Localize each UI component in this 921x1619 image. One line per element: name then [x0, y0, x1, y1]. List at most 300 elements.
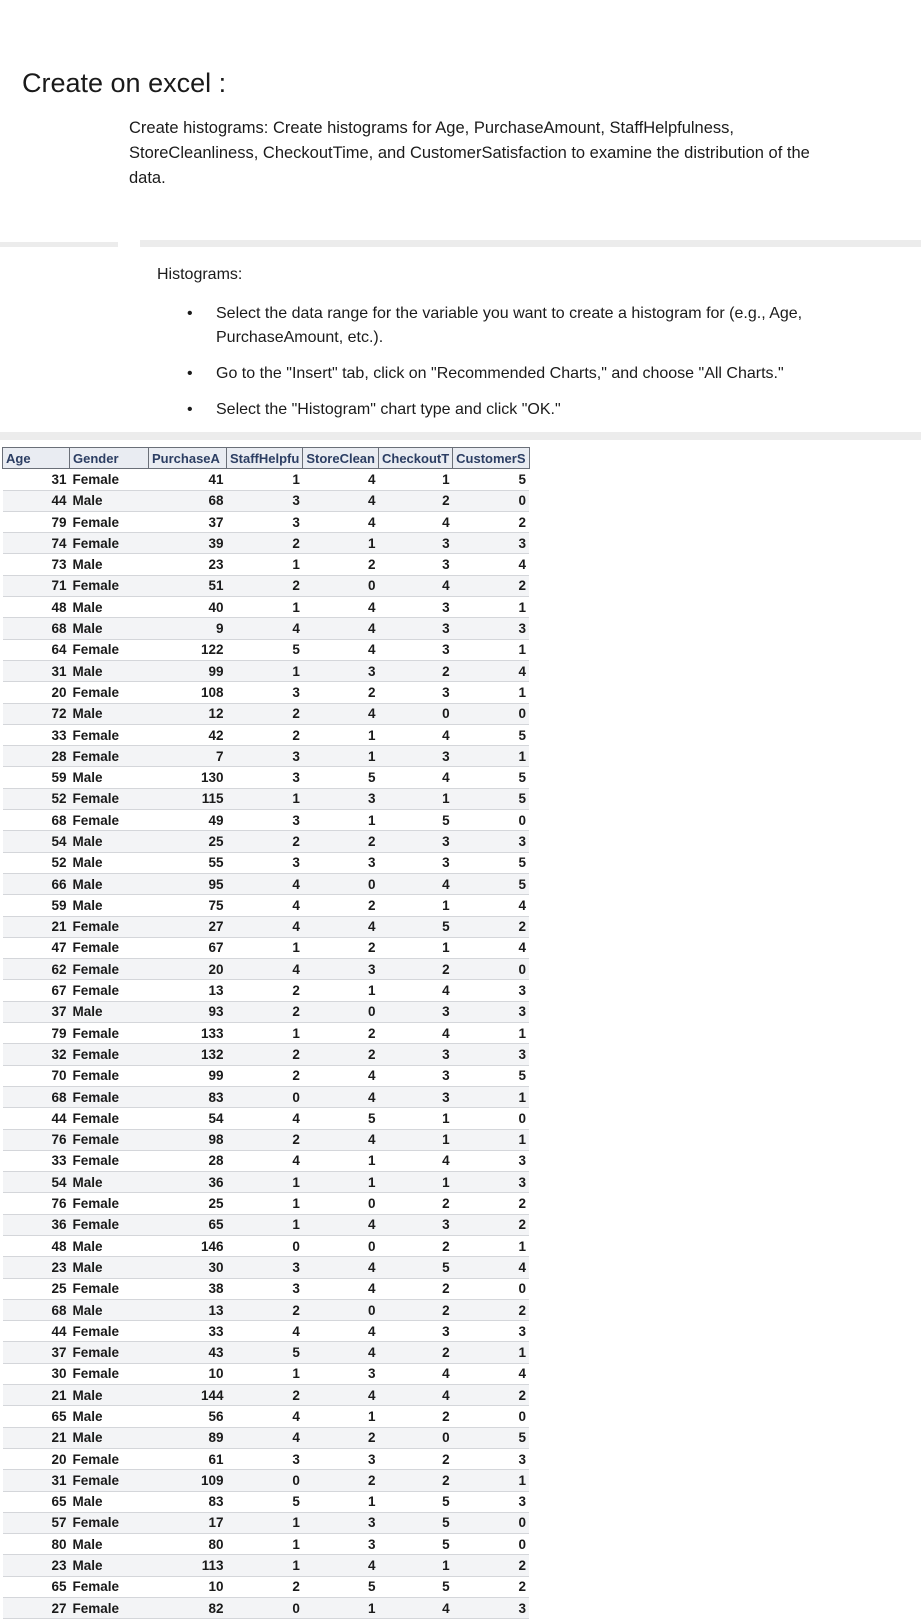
staff-helpfulness-cell[interactable]: 2 [227, 1299, 303, 1320]
store-cleanliness-cell[interactable]: 4 [303, 1321, 379, 1342]
checkout-time-cell[interactable]: 1 [378, 1129, 452, 1150]
gender-cell[interactable]: Male [70, 1406, 149, 1427]
staff-helpfulness-cell[interactable]: 0 [227, 1470, 303, 1491]
customer-satisfaction-cell[interactable]: 0 [453, 703, 529, 724]
checkout-time-cell[interactable]: 2 [378, 1278, 452, 1299]
age-cell[interactable]: 68 [3, 1086, 70, 1107]
purchase-amount-cell[interactable]: 40 [149, 597, 227, 618]
age-cell[interactable]: 70 [3, 1065, 70, 1086]
age-cell[interactable]: 54 [3, 1172, 70, 1193]
purchase-amount-cell[interactable]: 82 [149, 1598, 227, 1619]
staff-helpfulness-cell[interactable]: 1 [227, 1023, 303, 1044]
checkout-time-cell[interactable]: 3 [378, 639, 452, 660]
age-cell[interactable]: 59 [3, 895, 70, 916]
gender-cell[interactable]: Female [70, 980, 149, 1001]
store-cleanliness-cell[interactable]: 4 [303, 1065, 379, 1086]
staff-helpfulness-cell[interactable]: 2 [227, 1129, 303, 1150]
gender-cell[interactable]: Female [70, 724, 149, 745]
store-cleanliness-cell[interactable]: 4 [303, 597, 379, 618]
age-cell[interactable]: 31 [3, 1470, 70, 1491]
store-cleanliness-cell[interactable]: 4 [303, 1555, 379, 1576]
staff-helpfulness-cell[interactable]: 4 [227, 916, 303, 937]
staff-helpfulness-cell[interactable]: 4 [227, 1427, 303, 1448]
purchase-amount-cell[interactable]: 25 [149, 1193, 227, 1214]
customer-satisfaction-cell[interactable]: 1 [453, 1235, 529, 1256]
gender-cell[interactable]: Male [70, 1257, 149, 1278]
purchase-amount-cell[interactable]: 17 [149, 1512, 227, 1533]
age-cell[interactable]: 68 [3, 810, 70, 831]
store-cleanliness-cell[interactable]: 1 [303, 980, 379, 1001]
staff-helpfulness-cell[interactable]: 4 [227, 618, 303, 639]
purchase-amount-cell[interactable]: 115 [149, 788, 227, 809]
customer-satisfaction-cell[interactable]: 0 [453, 490, 529, 511]
column-header-store-cleanliness[interactable]: StoreClean [303, 448, 379, 469]
staff-helpfulness-cell[interactable]: 5 [227, 639, 303, 660]
purchase-amount-cell[interactable]: 43 [149, 1342, 227, 1363]
purchase-amount-cell[interactable]: 65 [149, 1214, 227, 1235]
store-cleanliness-cell[interactable]: 1 [303, 533, 379, 554]
store-cleanliness-cell[interactable]: 5 [303, 1576, 379, 1597]
staff-helpfulness-cell[interactable]: 3 [227, 767, 303, 788]
checkout-time-cell[interactable]: 4 [378, 724, 452, 745]
store-cleanliness-cell[interactable]: 4 [303, 490, 379, 511]
gender-cell[interactable]: Female [70, 1108, 149, 1129]
checkout-time-cell[interactable]: 4 [378, 575, 452, 596]
age-cell[interactable]: 44 [3, 1108, 70, 1129]
store-cleanliness-cell[interactable]: 2 [303, 937, 379, 958]
customer-satisfaction-cell[interactable]: 1 [453, 682, 529, 703]
gender-cell[interactable]: Female [70, 575, 149, 596]
age-cell[interactable]: 27 [3, 1598, 70, 1619]
store-cleanliness-cell[interactable]: 0 [303, 1001, 379, 1022]
store-cleanliness-cell[interactable]: 3 [303, 1448, 379, 1469]
customer-satisfaction-cell[interactable]: 2 [453, 1214, 529, 1235]
purchase-amount-cell[interactable]: 98 [149, 1129, 227, 1150]
customer-satisfaction-cell[interactable]: 0 [453, 959, 529, 980]
purchase-amount-cell[interactable]: 68 [149, 490, 227, 511]
customer-satisfaction-cell[interactable]: 2 [453, 1193, 529, 1214]
checkout-time-cell[interactable]: 4 [378, 873, 452, 894]
gender-cell[interactable]: Female [70, 1576, 149, 1597]
customer-satisfaction-cell[interactable]: 5 [453, 788, 529, 809]
store-cleanliness-cell[interactable]: 5 [303, 1108, 379, 1129]
gender-cell[interactable]: Male [70, 1385, 149, 1406]
age-cell[interactable]: 36 [3, 1214, 70, 1235]
gender-cell[interactable]: Female [70, 1023, 149, 1044]
age-cell[interactable]: 52 [3, 852, 70, 873]
checkout-time-cell[interactable]: 2 [378, 660, 452, 681]
age-cell[interactable]: 52 [3, 788, 70, 809]
store-cleanliness-cell[interactable]: 3 [303, 959, 379, 980]
store-cleanliness-cell[interactable]: 3 [303, 1363, 379, 1384]
customer-satisfaction-cell[interactable]: 3 [453, 1448, 529, 1469]
age-cell[interactable]: 73 [3, 554, 70, 575]
store-cleanliness-cell[interactable]: 3 [303, 660, 379, 681]
age-cell[interactable]: 21 [3, 916, 70, 937]
purchase-amount-cell[interactable]: 133 [149, 1023, 227, 1044]
gender-cell[interactable]: Female [70, 788, 149, 809]
checkout-time-cell[interactable]: 3 [378, 746, 452, 767]
purchase-amount-cell[interactable]: 99 [149, 1065, 227, 1086]
customer-satisfaction-cell[interactable]: 1 [453, 1470, 529, 1491]
age-cell[interactable]: 54 [3, 831, 70, 852]
store-cleanliness-cell[interactable]: 2 [303, 895, 379, 916]
age-cell[interactable]: 20 [3, 1448, 70, 1469]
checkout-time-cell[interactable]: 2 [378, 959, 452, 980]
customer-satisfaction-cell[interactable]: 1 [453, 1086, 529, 1107]
store-cleanliness-cell[interactable]: 2 [303, 1044, 379, 1065]
checkout-time-cell[interactable]: 4 [378, 1385, 452, 1406]
age-cell[interactable]: 21 [3, 1385, 70, 1406]
gender-cell[interactable]: Female [70, 511, 149, 532]
customer-satisfaction-cell[interactable]: 3 [453, 1598, 529, 1619]
purchase-amount-cell[interactable]: 39 [149, 533, 227, 554]
age-cell[interactable]: 30 [3, 1363, 70, 1384]
customer-satisfaction-cell[interactable]: 3 [453, 980, 529, 1001]
staff-helpfulness-cell[interactable]: 3 [227, 852, 303, 873]
age-cell[interactable]: 21 [3, 1427, 70, 1448]
staff-helpfulness-cell[interactable]: 2 [227, 1065, 303, 1086]
checkout-time-cell[interactable]: 2 [378, 1193, 452, 1214]
store-cleanliness-cell[interactable]: 0 [303, 575, 379, 596]
gender-cell[interactable]: Female [70, 1342, 149, 1363]
staff-helpfulness-cell[interactable]: 4 [227, 1321, 303, 1342]
staff-helpfulness-cell[interactable]: 1 [227, 788, 303, 809]
gender-cell[interactable]: Female [70, 916, 149, 937]
age-cell[interactable]: 37 [3, 1001, 70, 1022]
gender-cell[interactable]: Female [70, 1448, 149, 1469]
customer-satisfaction-cell[interactable]: 0 [453, 1406, 529, 1427]
purchase-amount-cell[interactable]: 83 [149, 1491, 227, 1512]
purchase-amount-cell[interactable]: 67 [149, 937, 227, 958]
gender-cell[interactable]: Female [70, 1598, 149, 1619]
store-cleanliness-cell[interactable]: 4 [303, 618, 379, 639]
age-cell[interactable]: 33 [3, 724, 70, 745]
customer-satisfaction-cell[interactable]: 0 [453, 1108, 529, 1129]
checkout-time-cell[interactable]: 1 [378, 788, 452, 809]
age-cell[interactable]: 74 [3, 533, 70, 554]
checkout-time-cell[interactable]: 1 [378, 937, 452, 958]
gender-cell[interactable]: Female [70, 1044, 149, 1065]
store-cleanliness-cell[interactable]: 4 [303, 511, 379, 532]
staff-helpfulness-cell[interactable]: 3 [227, 1278, 303, 1299]
purchase-amount-cell[interactable]: 49 [149, 810, 227, 831]
gender-cell[interactable]: Male [70, 1235, 149, 1256]
store-cleanliness-cell[interactable]: 0 [303, 1193, 379, 1214]
customer-satisfaction-cell[interactable]: 1 [453, 1023, 529, 1044]
store-cleanliness-cell[interactable]: 4 [303, 1385, 379, 1406]
purchase-amount-cell[interactable]: 144 [149, 1385, 227, 1406]
checkout-time-cell[interactable]: 3 [378, 852, 452, 873]
purchase-amount-cell[interactable]: 33 [149, 1321, 227, 1342]
checkout-time-cell[interactable]: 4 [378, 1150, 452, 1171]
gender-cell[interactable]: Male [70, 1491, 149, 1512]
staff-helpfulness-cell[interactable]: 2 [227, 533, 303, 554]
purchase-amount-cell[interactable]: 130 [149, 767, 227, 788]
store-cleanliness-cell[interactable]: 3 [303, 1534, 379, 1555]
staff-helpfulness-cell[interactable]: 1 [227, 937, 303, 958]
age-cell[interactable]: 33 [3, 1150, 70, 1171]
customer-satisfaction-cell[interactable]: 2 [453, 1555, 529, 1576]
staff-helpfulness-cell[interactable]: 1 [227, 554, 303, 575]
age-cell[interactable]: 57 [3, 1512, 70, 1533]
column-header-gender[interactable]: Gender [70, 448, 149, 469]
customer-satisfaction-cell[interactable]: 3 [453, 1321, 529, 1342]
age-cell[interactable]: 62 [3, 959, 70, 980]
staff-helpfulness-cell[interactable]: 2 [227, 1576, 303, 1597]
staff-helpfulness-cell[interactable]: 5 [227, 1491, 303, 1512]
customer-satisfaction-cell[interactable]: 2 [453, 1576, 529, 1597]
purchase-amount-cell[interactable]: 83 [149, 1086, 227, 1107]
staff-helpfulness-cell[interactable]: 1 [227, 1214, 303, 1235]
customer-satisfaction-cell[interactable]: 3 [453, 1491, 529, 1512]
gender-cell[interactable]: Male [70, 554, 149, 575]
gender-cell[interactable]: Male [70, 1555, 149, 1576]
checkout-time-cell[interactable]: 3 [378, 597, 452, 618]
staff-helpfulness-cell[interactable]: 4 [227, 873, 303, 894]
gender-cell[interactable]: Female [70, 469, 149, 490]
gender-cell[interactable]: Male [70, 1172, 149, 1193]
checkout-time-cell[interactable]: 0 [378, 1427, 452, 1448]
gender-cell[interactable]: Male [70, 1001, 149, 1022]
age-cell[interactable]: 71 [3, 575, 70, 596]
gender-cell[interactable]: Male [70, 873, 149, 894]
purchase-amount-cell[interactable]: 61 [149, 1448, 227, 1469]
purchase-amount-cell[interactable]: 75 [149, 895, 227, 916]
checkout-time-cell[interactable]: 2 [378, 1342, 452, 1363]
gender-cell[interactable]: Male [70, 618, 149, 639]
gender-cell[interactable]: Female [70, 639, 149, 660]
purchase-amount-cell[interactable]: 38 [149, 1278, 227, 1299]
customer-satisfaction-cell[interactable]: 4 [453, 1363, 529, 1384]
staff-helpfulness-cell[interactable]: 2 [227, 1385, 303, 1406]
gender-cell[interactable]: Female [70, 1193, 149, 1214]
gender-cell[interactable]: Female [70, 1321, 149, 1342]
staff-helpfulness-cell[interactable]: 1 [227, 1363, 303, 1384]
store-cleanliness-cell[interactable]: 4 [303, 1214, 379, 1235]
customer-satisfaction-cell[interactable]: 2 [453, 1385, 529, 1406]
customer-satisfaction-cell[interactable]: 3 [453, 1044, 529, 1065]
gender-cell[interactable]: Female [70, 1065, 149, 1086]
purchase-amount-cell[interactable]: 12 [149, 703, 227, 724]
store-cleanliness-cell[interactable]: 2 [303, 554, 379, 575]
store-cleanliness-cell[interactable]: 1 [303, 1491, 379, 1512]
purchase-amount-cell[interactable]: 108 [149, 682, 227, 703]
age-cell[interactable]: 31 [3, 660, 70, 681]
purchase-amount-cell[interactable]: 89 [149, 1427, 227, 1448]
customer-satisfaction-cell[interactable]: 5 [453, 1065, 529, 1086]
purchase-amount-cell[interactable]: 37 [149, 511, 227, 532]
age-cell[interactable]: 68 [3, 618, 70, 639]
age-cell[interactable]: 66 [3, 873, 70, 894]
customer-satisfaction-cell[interactable]: 5 [453, 469, 529, 490]
staff-helpfulness-cell[interactable]: 3 [227, 490, 303, 511]
purchase-amount-cell[interactable]: 51 [149, 575, 227, 596]
purchase-amount-cell[interactable]: 23 [149, 554, 227, 575]
staff-helpfulness-cell[interactable]: 2 [227, 831, 303, 852]
age-cell[interactable]: 76 [3, 1129, 70, 1150]
store-cleanliness-cell[interactable]: 1 [303, 1150, 379, 1171]
customer-satisfaction-cell[interactable]: 5 [453, 1427, 529, 1448]
checkout-time-cell[interactable]: 5 [378, 1576, 452, 1597]
store-cleanliness-cell[interactable]: 4 [303, 703, 379, 724]
purchase-amount-cell[interactable]: 25 [149, 831, 227, 852]
checkout-time-cell[interactable]: 3 [378, 554, 452, 575]
checkout-time-cell[interactable]: 5 [378, 916, 452, 937]
checkout-time-cell[interactable]: 3 [378, 1086, 452, 1107]
purchase-amount-cell[interactable]: 7 [149, 746, 227, 767]
purchase-amount-cell[interactable]: 10 [149, 1363, 227, 1384]
purchase-amount-cell[interactable]: 122 [149, 639, 227, 660]
store-cleanliness-cell[interactable]: 2 [303, 682, 379, 703]
staff-helpfulness-cell[interactable]: 1 [227, 597, 303, 618]
checkout-time-cell[interactable]: 4 [378, 511, 452, 532]
staff-helpfulness-cell[interactable]: 4 [227, 1108, 303, 1129]
purchase-amount-cell[interactable]: 36 [149, 1172, 227, 1193]
customer-satisfaction-cell[interactable]: 2 [453, 575, 529, 596]
age-cell[interactable]: 68 [3, 1299, 70, 1320]
age-cell[interactable]: 65 [3, 1576, 70, 1597]
customer-satisfaction-cell[interactable]: 1 [453, 597, 529, 618]
age-cell[interactable]: 65 [3, 1491, 70, 1512]
customer-satisfaction-cell[interactable]: 0 [453, 1512, 529, 1533]
store-cleanliness-cell[interactable]: 3 [303, 788, 379, 809]
staff-helpfulness-cell[interactable]: 3 [227, 682, 303, 703]
purchase-amount-cell[interactable]: 13 [149, 1299, 227, 1320]
checkout-time-cell[interactable]: 4 [378, 1363, 452, 1384]
age-cell[interactable]: 44 [3, 1321, 70, 1342]
gender-cell[interactable]: Female [70, 937, 149, 958]
staff-helpfulness-cell[interactable]: 3 [227, 746, 303, 767]
staff-helpfulness-cell[interactable]: 1 [227, 1534, 303, 1555]
staff-helpfulness-cell[interactable]: 3 [227, 1448, 303, 1469]
checkout-time-cell[interactable]: 1 [378, 1555, 452, 1576]
staff-helpfulness-cell[interactable]: 1 [227, 1512, 303, 1533]
gender-cell[interactable]: Female [70, 1512, 149, 1533]
age-cell[interactable]: 64 [3, 639, 70, 660]
checkout-time-cell[interactable]: 2 [378, 1448, 452, 1469]
purchase-amount-cell[interactable]: 9 [149, 618, 227, 639]
customer-satisfaction-cell[interactable]: 4 [453, 895, 529, 916]
gender-cell[interactable]: Female [70, 1150, 149, 1171]
purchase-amount-cell[interactable]: 109 [149, 1470, 227, 1491]
checkout-time-cell[interactable]: 1 [378, 1108, 452, 1129]
checkout-time-cell[interactable]: 5 [378, 1491, 452, 1512]
purchase-amount-cell[interactable]: 113 [149, 1555, 227, 1576]
store-cleanliness-cell[interactable]: 1 [303, 1406, 379, 1427]
store-cleanliness-cell[interactable]: 2 [303, 831, 379, 852]
age-cell[interactable]: 59 [3, 767, 70, 788]
store-cleanliness-cell[interactable]: 4 [303, 916, 379, 937]
checkout-time-cell[interactable]: 2 [378, 1406, 452, 1427]
customer-satisfaction-cell[interactable]: 4 [453, 1257, 529, 1278]
checkout-time-cell[interactable]: 3 [378, 1001, 452, 1022]
gender-cell[interactable]: Male [70, 831, 149, 852]
customer-satisfaction-cell[interactable]: 3 [453, 1150, 529, 1171]
customer-satisfaction-cell[interactable]: 3 [453, 533, 529, 554]
column-header-checkout-time[interactable]: CheckoutT [378, 448, 452, 469]
staff-helpfulness-cell[interactable]: 1 [227, 469, 303, 490]
checkout-time-cell[interactable]: 2 [378, 1235, 452, 1256]
age-cell[interactable]: 23 [3, 1257, 70, 1278]
checkout-time-cell[interactable]: 5 [378, 1534, 452, 1555]
customer-satisfaction-cell[interactable]: 1 [453, 1342, 529, 1363]
store-cleanliness-cell[interactable]: 2 [303, 1023, 379, 1044]
checkout-time-cell[interactable]: 5 [378, 810, 452, 831]
checkout-time-cell[interactable]: 3 [378, 682, 452, 703]
customer-satisfaction-cell[interactable]: 5 [453, 852, 529, 873]
checkout-time-cell[interactable]: 3 [378, 533, 452, 554]
gender-cell[interactable]: Female [70, 1214, 149, 1235]
customer-satisfaction-cell[interactable]: 2 [453, 916, 529, 937]
age-cell[interactable]: 47 [3, 937, 70, 958]
gender-cell[interactable]: Female [70, 959, 149, 980]
checkout-time-cell[interactable]: 3 [378, 1214, 452, 1235]
store-cleanliness-cell[interactable]: 4 [303, 1257, 379, 1278]
staff-helpfulness-cell[interactable]: 1 [227, 1172, 303, 1193]
store-cleanliness-cell[interactable]: 4 [303, 1129, 379, 1150]
store-cleanliness-cell[interactable]: 3 [303, 1512, 379, 1533]
customer-satisfaction-cell[interactable]: 5 [453, 767, 529, 788]
age-cell[interactable]: 79 [3, 1023, 70, 1044]
staff-helpfulness-cell[interactable]: 2 [227, 703, 303, 724]
customer-satisfaction-cell[interactable]: 0 [453, 810, 529, 831]
purchase-amount-cell[interactable]: 95 [149, 873, 227, 894]
purchase-amount-cell[interactable]: 10 [149, 1576, 227, 1597]
staff-helpfulness-cell[interactable]: 3 [227, 1257, 303, 1278]
checkout-time-cell[interactable]: 4 [378, 767, 452, 788]
customer-satisfaction-cell[interactable]: 5 [453, 724, 529, 745]
store-cleanliness-cell[interactable]: 2 [303, 1470, 379, 1491]
store-cleanliness-cell[interactable]: 1 [303, 810, 379, 831]
checkout-time-cell[interactable]: 3 [378, 831, 452, 852]
age-cell[interactable]: 72 [3, 703, 70, 724]
staff-helpfulness-cell[interactable]: 2 [227, 980, 303, 1001]
column-header-customer-satisfaction[interactable]: CustomerS [453, 448, 529, 469]
staff-helpfulness-cell[interactable]: 4 [227, 1150, 303, 1171]
staff-helpfulness-cell[interactable]: 2 [227, 575, 303, 596]
checkout-time-cell[interactable]: 3 [378, 1044, 452, 1065]
checkout-time-cell[interactable]: 0 [378, 703, 452, 724]
store-cleanliness-cell[interactable]: 1 [303, 724, 379, 745]
customer-satisfaction-cell[interactable]: 2 [453, 511, 529, 532]
staff-helpfulness-cell[interactable]: 2 [227, 1001, 303, 1022]
gender-cell[interactable]: Male [70, 490, 149, 511]
purchase-amount-cell[interactable]: 54 [149, 1108, 227, 1129]
customer-satisfaction-cell[interactable]: 3 [453, 1001, 529, 1022]
staff-helpfulness-cell[interactable]: 4 [227, 959, 303, 980]
customer-satisfaction-cell[interactable]: 3 [453, 618, 529, 639]
checkout-time-cell[interactable]: 5 [378, 1512, 452, 1533]
store-cleanliness-cell[interactable]: 1 [303, 1598, 379, 1619]
age-cell[interactable]: 48 [3, 597, 70, 618]
staff-helpfulness-cell[interactable]: 2 [227, 724, 303, 745]
age-cell[interactable]: 79 [3, 511, 70, 532]
age-cell[interactable]: 65 [3, 1406, 70, 1427]
purchase-amount-cell[interactable]: 41 [149, 469, 227, 490]
gender-cell[interactable]: Male [70, 852, 149, 873]
store-cleanliness-cell[interactable]: 0 [303, 1299, 379, 1320]
checkout-time-cell[interactable]: 2 [378, 490, 452, 511]
store-cleanliness-cell[interactable]: 2 [303, 1427, 379, 1448]
age-cell[interactable]: 28 [3, 746, 70, 767]
age-cell[interactable]: 76 [3, 1193, 70, 1214]
gender-cell[interactable]: Female [70, 1129, 149, 1150]
age-cell[interactable]: 23 [3, 1555, 70, 1576]
staff-helpfulness-cell[interactable]: 0 [227, 1235, 303, 1256]
purchase-amount-cell[interactable]: 56 [149, 1406, 227, 1427]
customer-satisfaction-cell[interactable]: 0 [453, 1534, 529, 1555]
